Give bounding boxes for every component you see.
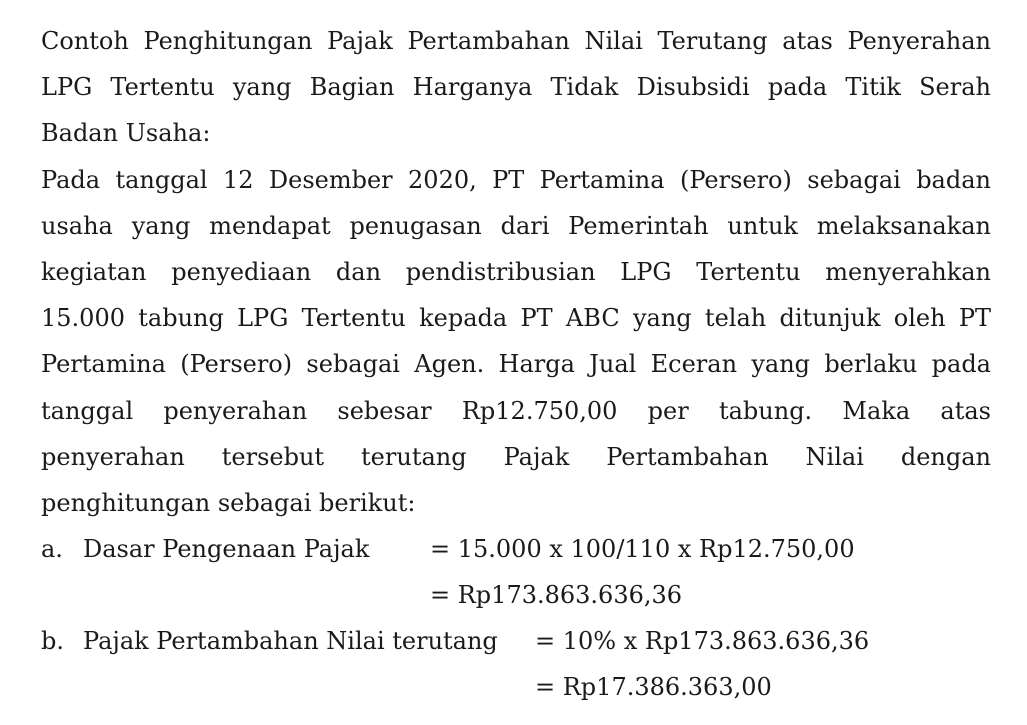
heading-line-3: Badan Usaha: [41,119,211,147]
ppn-label: Pajak Pertambahan Nilai terutang [83,627,498,655]
dpp-label: Dasar Pengenaan Pajak [83,535,370,563]
list-item-a [41,526,991,572]
paragraph-line-1: Pada tanggal 12 Desember 2020, PT Pertamina (Persero) sebagai badan [41,166,991,194]
list-item-b [41,618,991,664]
heading-line-2: LPG Tertentu yang Bagian Harganya Tidak Disubsidi pada Titik Serah [41,73,991,101]
paragraph-line-2: usaha yang mendapat penugasan dari Pemerintah untuk melaksanakan [41,212,991,240]
paragraph-line-8: penghitungan sebagai berikut: [41,489,416,517]
list-item-a-result [41,572,991,618]
document-page [41,0,991,725]
dpp-result: = Rp173.863.636,36 [430,581,683,609]
list-item-b-result [41,664,991,710]
list-marker-a: a. [41,535,63,563]
list-marker-b: b. [41,627,64,655]
paragraph-line-5: Pertamina (Persero) sebagai Agen. Harga Jual Eceran yang berlaku pada [41,350,991,378]
paragraph-line-4: 15.000 tabung LPG Tertentu kepada PT ABC yang telah ditunjuk oleh PT [41,304,991,332]
heading-line-1: Contoh Penghitungan Pajak Pertambahan Nilai Terutang atas Penyerahan [41,27,991,55]
paragraph-line-3: kegiatan penyediaan dan pendistribusian LPG Tertentu menyerahkan [41,258,991,286]
dpp-formula: = 15.000 x 100/110 x Rp12.750,00 [430,535,855,563]
paragraph-line-7: penyerahan tersebut terutang Pajak Pertambahan Nilai dengan [41,443,991,471]
paragraph-line-6: tanggal penyerahan sebesar Rp12.750,00 per tabung. Maka atas [41,397,991,425]
ppn-result: = Rp17.386.363,00 [535,673,772,701]
ppn-formula: = 10% x Rp173.863.636,36 [535,627,870,655]
